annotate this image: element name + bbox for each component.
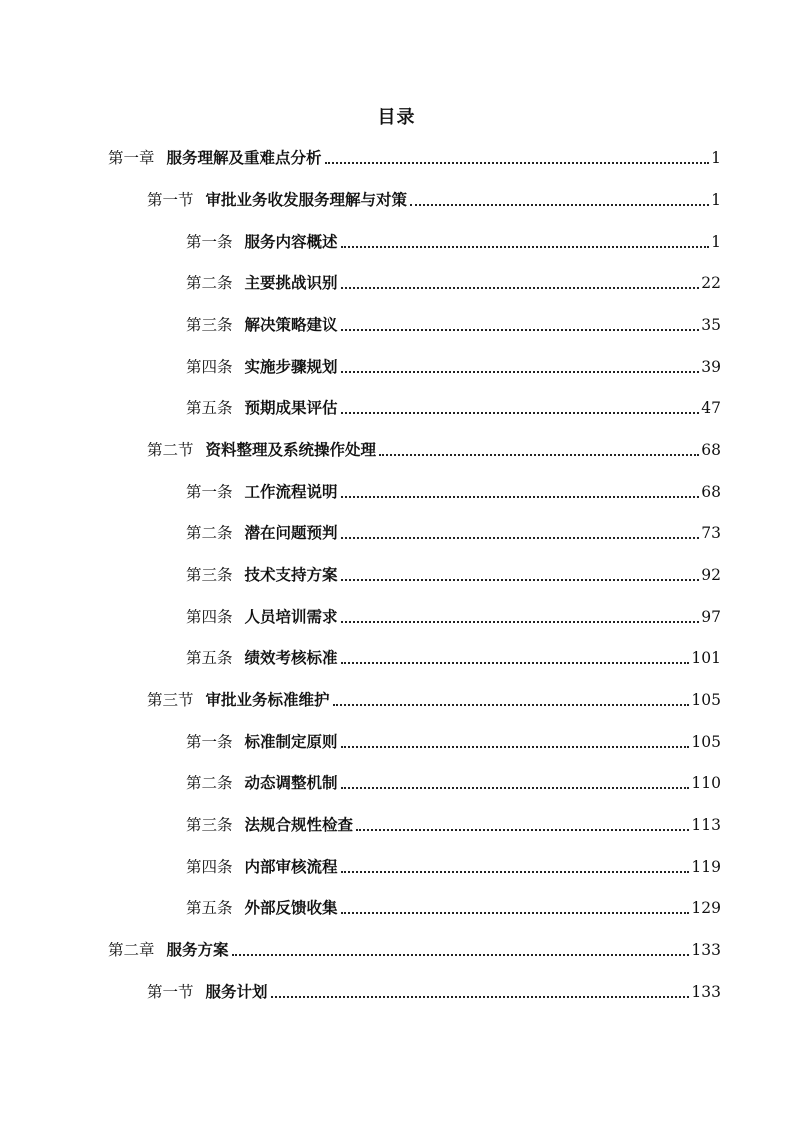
toc-entry-number: 第一节	[147, 983, 194, 1001]
toc-entry-number: 第四条	[186, 608, 233, 626]
page-title: 目录	[377, 107, 416, 128]
toc-dot-leader	[356, 829, 689, 831]
toc-entry-number: 第二节	[147, 441, 194, 459]
toc-entry-number: 第四条	[186, 858, 233, 876]
toc-entry-text: 法规合规性检查	[244, 815, 354, 834]
toc-page-number: 47	[701, 399, 721, 417]
toc-dot-leader	[271, 996, 690, 998]
toc-entry-text: 服务计划	[205, 982, 268, 1001]
toc-page-number: 129	[691, 899, 721, 917]
toc-entry-number: 第二条	[186, 774, 233, 792]
toc-entry-article[interactable]	[186, 856, 721, 878]
toc-entry-text: 技术支持方案	[244, 565, 338, 584]
toc-entry-number: 第一条	[186, 233, 233, 251]
toc-entry-text: 服务内容概述	[244, 232, 338, 251]
toc-entry-number: 第二条	[186, 274, 233, 292]
toc-dot-leader	[341, 329, 700, 331]
toc-dot-leader	[341, 912, 690, 914]
toc-page-number: 105	[691, 733, 721, 751]
toc-page-number: 73	[701, 524, 721, 542]
toc-entry-text: 服务方案	[166, 940, 229, 959]
toc-dot-leader	[341, 871, 690, 873]
toc-page-number: 22	[701, 274, 721, 292]
toc-entry-chapter-1[interactable]	[108, 147, 721, 169]
toc-dot-leader	[232, 954, 690, 956]
toc-entry-number: 第三条	[186, 566, 233, 584]
toc-dot-leader	[341, 787, 690, 789]
toc-entry-article[interactable]	[186, 564, 721, 586]
toc-entry-number: 第三节	[147, 691, 194, 709]
toc-entry-text: 审批业务标准维护	[205, 690, 330, 709]
toc-entry-article[interactable]	[186, 647, 721, 669]
toc-entry-text: 内部审核流程	[244, 857, 338, 876]
toc-dot-leader	[333, 704, 690, 706]
toc-page-number: 39	[701, 358, 721, 376]
toc-entry-number: 第一条	[186, 733, 233, 751]
toc-page-number: 1	[711, 191, 721, 209]
toc-page-number: 35	[701, 316, 721, 334]
toc-entry-number: 第一节	[147, 191, 194, 209]
toc-page-number: 1	[711, 149, 721, 167]
toc-entry-text: 人员培训需求	[244, 607, 338, 626]
toc-entry-chapter-2[interactable]	[108, 939, 721, 961]
toc-dot-leader	[341, 371, 700, 373]
toc-entry-text: 解决策略建议	[244, 315, 338, 334]
toc-entry-number: 第一条	[186, 483, 233, 501]
toc-entry-number: 第一章	[108, 149, 155, 167]
toc-page-number: 133	[691, 983, 721, 1001]
toc-entry-article[interactable]	[186, 731, 721, 753]
toc-page-number: 119	[691, 858, 721, 876]
toc-entry-text: 主要挑战识别	[244, 273, 338, 292]
toc-entry-text: 绩效考核标准	[244, 648, 338, 667]
toc-dot-leader	[341, 287, 700, 289]
toc-dot-leader	[341, 746, 690, 748]
toc-entry-text: 工作流程说明	[244, 482, 338, 501]
toc-page-number: 113	[691, 816, 721, 834]
toc-entry-article[interactable]	[186, 314, 721, 336]
toc-dot-leader	[341, 579, 700, 581]
toc-entry-number: 第二章	[108, 941, 155, 959]
toc-dot-leader	[341, 412, 700, 414]
toc-entry-number: 第五条	[186, 399, 233, 417]
toc-entry-section-1-1[interactable]	[147, 189, 721, 211]
toc-entry-text: 标准制定原则	[244, 732, 338, 751]
toc-entry-article[interactable]	[186, 356, 721, 378]
toc-entry-article[interactable]	[186, 606, 721, 628]
toc-entry-text: 外部反馈收集	[244, 898, 338, 917]
toc-entry-text: 动态调整机制	[244, 773, 338, 792]
toc-entry-number: 第四条	[186, 358, 233, 376]
toc-dot-leader	[410, 204, 709, 206]
toc-page-number: 97	[701, 608, 721, 626]
toc-dot-leader	[341, 621, 700, 623]
toc-entry-article[interactable]	[186, 272, 721, 294]
toc-entry-number: 第三条	[186, 816, 233, 834]
toc-entry-text: 审批业务收发服务理解与对策	[205, 190, 408, 209]
toc-entry-text: 资料整理及系统操作处理	[205, 440, 377, 459]
toc-dot-leader	[341, 662, 690, 664]
toc-dot-leader	[325, 162, 710, 164]
toc-entry-section-1-3[interactable]	[147, 689, 721, 711]
toc-entry-article[interactable]	[186, 481, 721, 503]
toc-entry-text: 潜在问题预判	[244, 523, 338, 542]
toc-entry-number: 第五条	[186, 649, 233, 667]
toc-entry-article[interactable]	[186, 231, 721, 253]
toc-entry-text: 实施步骤规划	[244, 357, 338, 376]
toc-entry-article[interactable]	[186, 522, 721, 544]
toc-dot-leader	[341, 246, 710, 248]
toc-page-number: 105	[691, 691, 721, 709]
toc-entry-article[interactable]	[186, 897, 721, 919]
toc-page-number: 101	[691, 649, 721, 667]
toc-page-number: 110	[691, 774, 721, 792]
toc-page-number: 92	[701, 566, 721, 584]
toc-page-number: 133	[691, 941, 721, 959]
toc-entry-number: 第五条	[186, 899, 233, 917]
toc-entry-article[interactable]	[186, 772, 721, 794]
toc-entry-section-1-2[interactable]	[147, 439, 721, 461]
toc-dot-leader	[379, 454, 699, 456]
toc-entry-article[interactable]	[186, 397, 721, 419]
toc-entry-section-2-1[interactable]	[147, 981, 721, 1003]
toc-entry-article[interactable]	[186, 814, 721, 836]
toc-page-number: 68	[701, 483, 721, 501]
toc-dot-leader	[341, 537, 700, 539]
toc-entry-text: 服务理解及重难点分析	[166, 148, 322, 167]
toc-entry-number: 第三条	[186, 316, 233, 334]
toc-entry-text: 预期成果评估	[244, 398, 338, 417]
toc-dot-leader	[341, 496, 700, 498]
toc-entry-number: 第二条	[186, 524, 233, 542]
toc-page-number: 68	[701, 441, 721, 459]
toc-page-number: 1	[711, 233, 721, 251]
